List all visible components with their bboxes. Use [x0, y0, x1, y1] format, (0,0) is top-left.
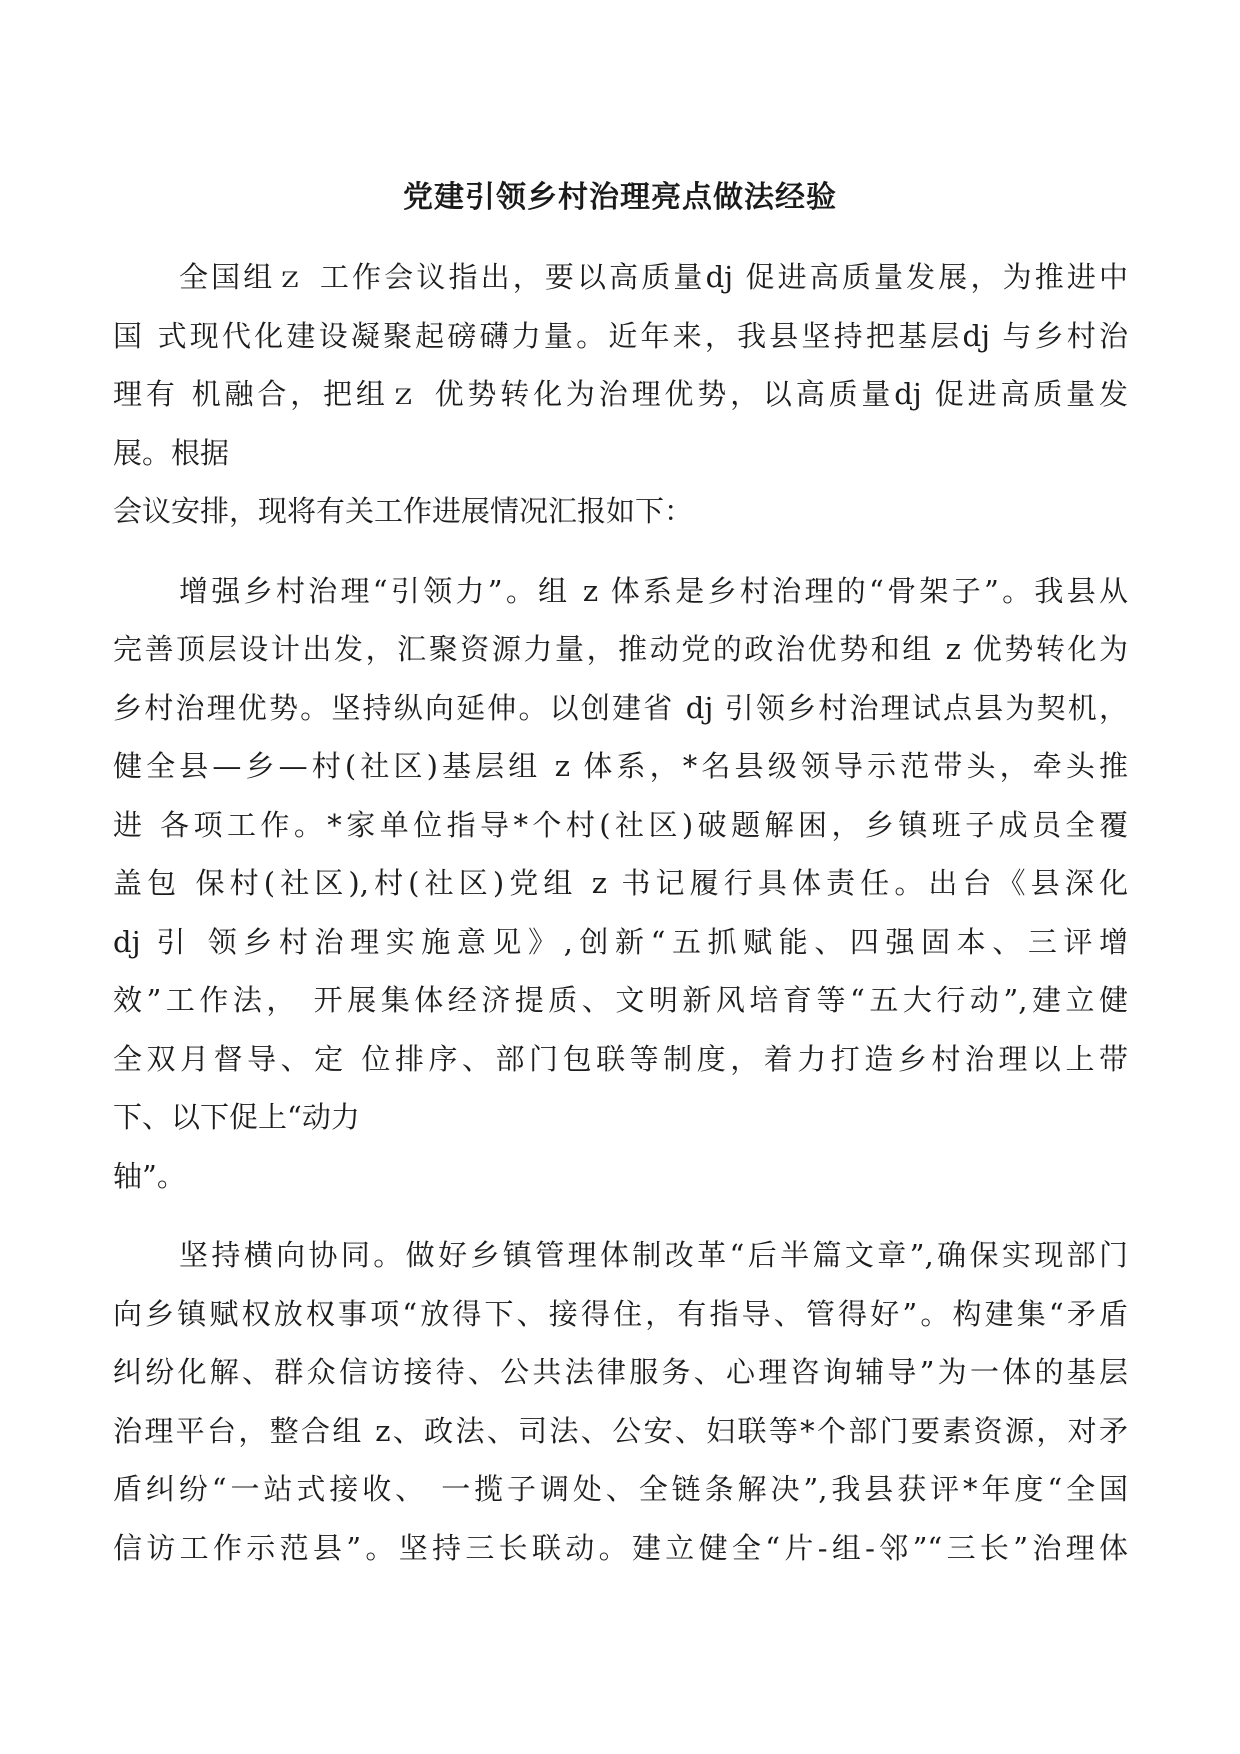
paragraph-leadership	[113, 562, 1128, 1206]
text-line: 完善顶层设计出发，汇聚资源力量，推动党的政治优势和组 z 优势转化为	[113, 632, 1128, 666]
text-line: 纠纷化解、群众信访接待、公共法律服务、心理咨询辅导”为一体的基层	[113, 1355, 1128, 1389]
text-line: 治理平台，整合组 z、政法、司法、公安、妇联等*个部门要素资源，对矛	[113, 1413, 1128, 1448]
text-line: 坚持横向协同。做好乡镇管理体制改革“后半篇文章”,确保实现部门	[179, 1238, 1128, 1272]
text-line: dj 引 领乡村治理实施意见》,创新“五抓赋能、四强固本、三评增	[113, 924, 1128, 959]
paragraph-intro	[113, 248, 1128, 541]
text-line: 增强乡村治理“引领力”。组 z 体系是乡村治理的“骨架子”。我县从	[179, 573, 1128, 608]
text-line: 乡村治理优势。坚持纵向延伸。以创建省 dj 引领乡村治理试点县为契机，	[113, 690, 1128, 725]
text-line: 理有 机融合，把组ｚ 优势转化为治理优势，以高质量dj 促进高质量发	[113, 377, 1128, 411]
text-line: 效”工作法， 开展集体经济提质、文明新风培育等“五大行动”,建立健	[113, 983, 1128, 1017]
text-line: 盖包 保村(社区),村(社区)党组 z 书记履行具体责任。出台《县深化	[113, 866, 1128, 900]
document-title: 党建引领乡村治理亮点做法经验	[403, 180, 837, 215]
text-line: 国 式现代化建设凝聚起磅礴力量。近年来，我县坚持把基层dj 与乡村治	[113, 318, 1128, 353]
text-line: 进 各项工作。*家单位指导*个村(社区)破题解困，乡镇班子成员全覆	[113, 807, 1128, 842]
text-line: 下、以下促上“动力	[113, 1100, 360, 1134]
text-line: 展。根据	[113, 435, 230, 470]
paragraph-coordination	[113, 1226, 1128, 1577]
text-line: 轴”。	[113, 1158, 186, 1193]
text-line: 健全县—乡—村(社区)基层组 z 体系，*名县级领导示范带头，牵头推	[113, 749, 1128, 783]
text-line: 信访工作示范县”。坚持三长联动。建立健全“片-组-邻”“三长”治理体	[113, 1530, 1128, 1565]
paragraph-gap	[113, 1205, 1128, 1226]
text-line: 盾纠纷“一站式接收、 一揽子调处、全链条解决”,我县获评*年度“全国	[113, 1472, 1128, 1506]
paragraph-gap	[113, 541, 1128, 562]
text-line: 向乡镇赋权放权事项“放得下、接得住，有指导、管得好”。构建集“矛盾	[113, 1296, 1128, 1331]
text-line: 全双月督导、定 位排序、部门包联等制度，着力打造乡村治理以上带	[113, 1041, 1128, 1076]
text-line: 全国组ｚ 工作会议指出，要以高质量dj 促进高质量发展，为推进中	[179, 260, 1128, 294]
text-line: 会议安排，现将有关工作进展情况汇报如下：	[113, 494, 694, 528]
document-body	[113, 248, 1128, 1577]
